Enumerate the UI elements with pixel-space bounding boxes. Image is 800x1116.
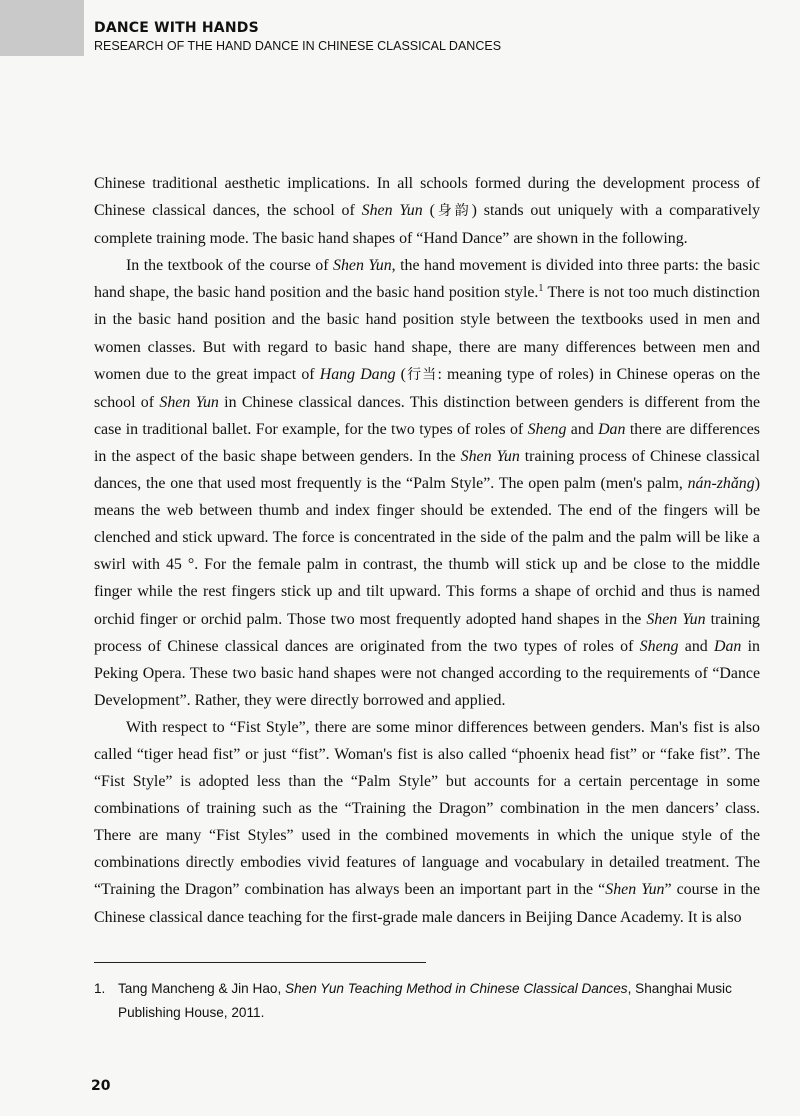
footnote [94, 977, 764, 1025]
running-header-subtitle: RESEARCH OF THE HAND DANCE IN CHINESE CLASSICAL DANCES [94, 39, 502, 53]
paragraph-1: Chinese traditional aesthetic implications. In all schools formed during the development process of Chinese classical dances, the school of Shen Yun (身韵) stands out uniquely with a comparatively complete training mode. The basic hand shapes of “Hand Dance” are shown in the following. [94, 175, 761, 248]
paragraph-3: With respect to “Fist Style”, there are some minor differences between genders. Man's fist is also called “tiger head fist” or just “fist”. Woman's fist is also called “phoenix head fist” or “fake fist”. The “Fist Style” is adopted less than the “Palm Style” but accounts for a certain percentage in some combinations of training such as the “Training the Dragon” combination in the men dancers’ class. There are many “Fist Styles” used in the combined movements in which the unique style of the combinations directly embodies vivid features of language and vocabulary in detailed treatment. The “Training the Dragon” combination has always been an important part in the “Shen Yun” course in the Chinese classical dance teaching for the first-grade male dancers in Beijing Dance Academy. It is also [94, 718, 760, 926]
footnote-text: Tang Mancheng & Jin Hao, Shen Yun Teaching Method in Chinese Classical Dances, Shanghai Music Publishing House, 2011. [118, 981, 732, 1020]
paragraph-2: In the textbook of the course of Shen Yun, the hand movement is divided into three parts: the basic hand shape, the basic hand position and the basic hand position style.$^1$ There is not too much distinction in the basic hand position and the basic hand position style between the textbooks used in men and women classes. But with regard to basic hand shape, there are many differences between men and women due to the great impact of Hang Dang (行当: meaning type of roles) in Chinese operas on the school of Shen Yun in Chinese classical dances. This distinction between genders is different from the case in traditional ballet. For example, for the two types of roles of Sheng and Dan there are differences in the aspect of the basic shape between genders. In the Shen Yun training process of Chinese classical dances, the one that used most frequently is the “Palm Style”. The open palm (men's palm, nán-zhǎng) means the web between thumb and index finger should be extended. The end of the fingers will be clenched and stick upward. The force is concentrated in the side of the palm and the palm will be like a swirl with 45 °. For the female palm in contrast, the thumb will stick up and be close to the middle finger while the rest fingers stick up and tilt upward. This forms a shape of orchid and thus is named orchid finger or orchid palm. Those two most frequently adopted hand shapes in the Shen Yun training process of Chinese classical dances are originated from the two types of roles of Sheng and Dan in Peking Opera. These two basic hand shapes were not changed according to the requirements of “Dance Development”. Rather, they were directly borrowed and applied. [94, 257, 761, 709]
footnote-book-title: Shen Yun Teaching Method in Chinese Classical Dances [285, 981, 628, 996]
cjk-term-shen-yun: 身韵 [434, 203, 472, 220]
footnote-reference[interactable]: 1 [538, 283, 544, 295]
footnote-divider [94, 962, 426, 963]
page-number: 20 [91, 1078, 111, 1094]
running-header-title: DANCE WITH HANDS [94, 20, 259, 36]
footnote-number: 1. [94, 981, 106, 996]
cjk-term-hang-dang: 行当 [405, 366, 438, 383]
header-gray-block [0, 0, 84, 56]
body-text [94, 170, 760, 931]
